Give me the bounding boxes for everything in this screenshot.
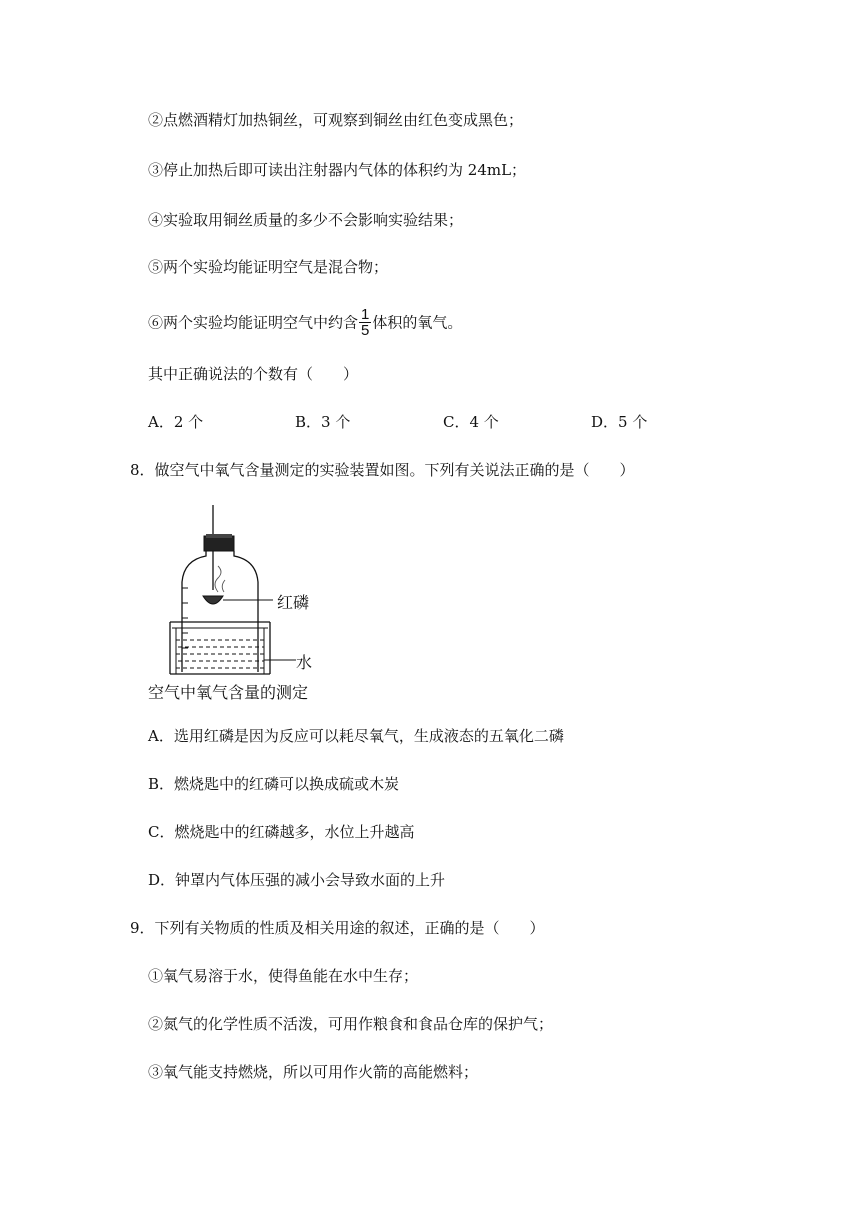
q7-option-a: A．2 个 bbox=[148, 413, 204, 431]
q8-option-d: D．钟罩内气体压强的减小会导致水面的上升 bbox=[148, 871, 446, 889]
stopper-top bbox=[206, 534, 232, 538]
q7-option-b: B．3 个 bbox=[295, 413, 351, 431]
q7-item-6-text-after: 体积的氧气。 bbox=[372, 313, 463, 332]
combustion-spoon bbox=[203, 596, 223, 604]
smoke-wisp bbox=[215, 566, 221, 592]
q8-option-b: B．燃烧匙中的红磷可以换成硫或木炭 bbox=[148, 775, 400, 793]
label-water: 水 bbox=[296, 653, 313, 672]
q7-question: 其中正确说法的个数有（ ） bbox=[148, 365, 359, 383]
q7-item-2: ②点燃酒精灯加热铜丝，可观察到铜丝由红色变成黑色； bbox=[148, 111, 524, 129]
q8-option-c: C．燃烧匙中的红磷越多，水位上升越高 bbox=[148, 823, 415, 841]
figure-caption: 空气中氧气含量的测定 bbox=[148, 683, 309, 702]
q7-item-6 bbox=[148, 308, 462, 339]
q7-item-4: ④实验取用铜丝质量的多少不会影响实验结果； bbox=[148, 211, 464, 229]
fraction-one-fifth bbox=[359, 307, 371, 338]
q7-item-5: ⑤两个实验均能证明空气是混合物； bbox=[148, 258, 389, 276]
label-red-phosphorus: 红磷 bbox=[277, 593, 310, 612]
q8-stem: 8．做空气中氧气含量测定的实验装置如图。下列有关说法正确的是（ ） bbox=[130, 461, 635, 479]
q7-item-3: ③停止加热后即可读出注射器内气体的体积约为 24mL； bbox=[148, 161, 527, 179]
q9-item-1: ①氧气易溶于水，使得鱼能在水中生存； bbox=[148, 967, 419, 985]
q9-item-3: ③氧气能支持燃烧，所以可用作火箭的高能燃料； bbox=[148, 1063, 479, 1081]
apparatus-diagram bbox=[146, 500, 346, 710]
fraction-denominator: 5 bbox=[361, 322, 370, 339]
rubber-stopper bbox=[204, 536, 234, 551]
q8-option-a: A．选用红磷是因为反应可以耗尽氧气，生成液态的五氧化二磷 bbox=[148, 727, 564, 745]
q7-option-c: C．4 个 bbox=[443, 413, 499, 431]
q7-option-d: D．5 个 bbox=[591, 413, 648, 431]
water-pattern bbox=[176, 640, 264, 668]
q7-item-6-text-before: ⑥两个实验均能证明空气中约含 bbox=[148, 313, 359, 332]
q9-item-2: ②氮气的化学性质不活泼，可用作粮食和食品仓库的保护气； bbox=[148, 1015, 554, 1033]
oxygen-measurement-apparatus-figure bbox=[146, 500, 346, 710]
q9-stem: 9．下列有关物质的性质及相关用途的叙述，正确的是（ ） bbox=[130, 919, 545, 937]
fraction-numerator: 1 bbox=[361, 306, 370, 323]
